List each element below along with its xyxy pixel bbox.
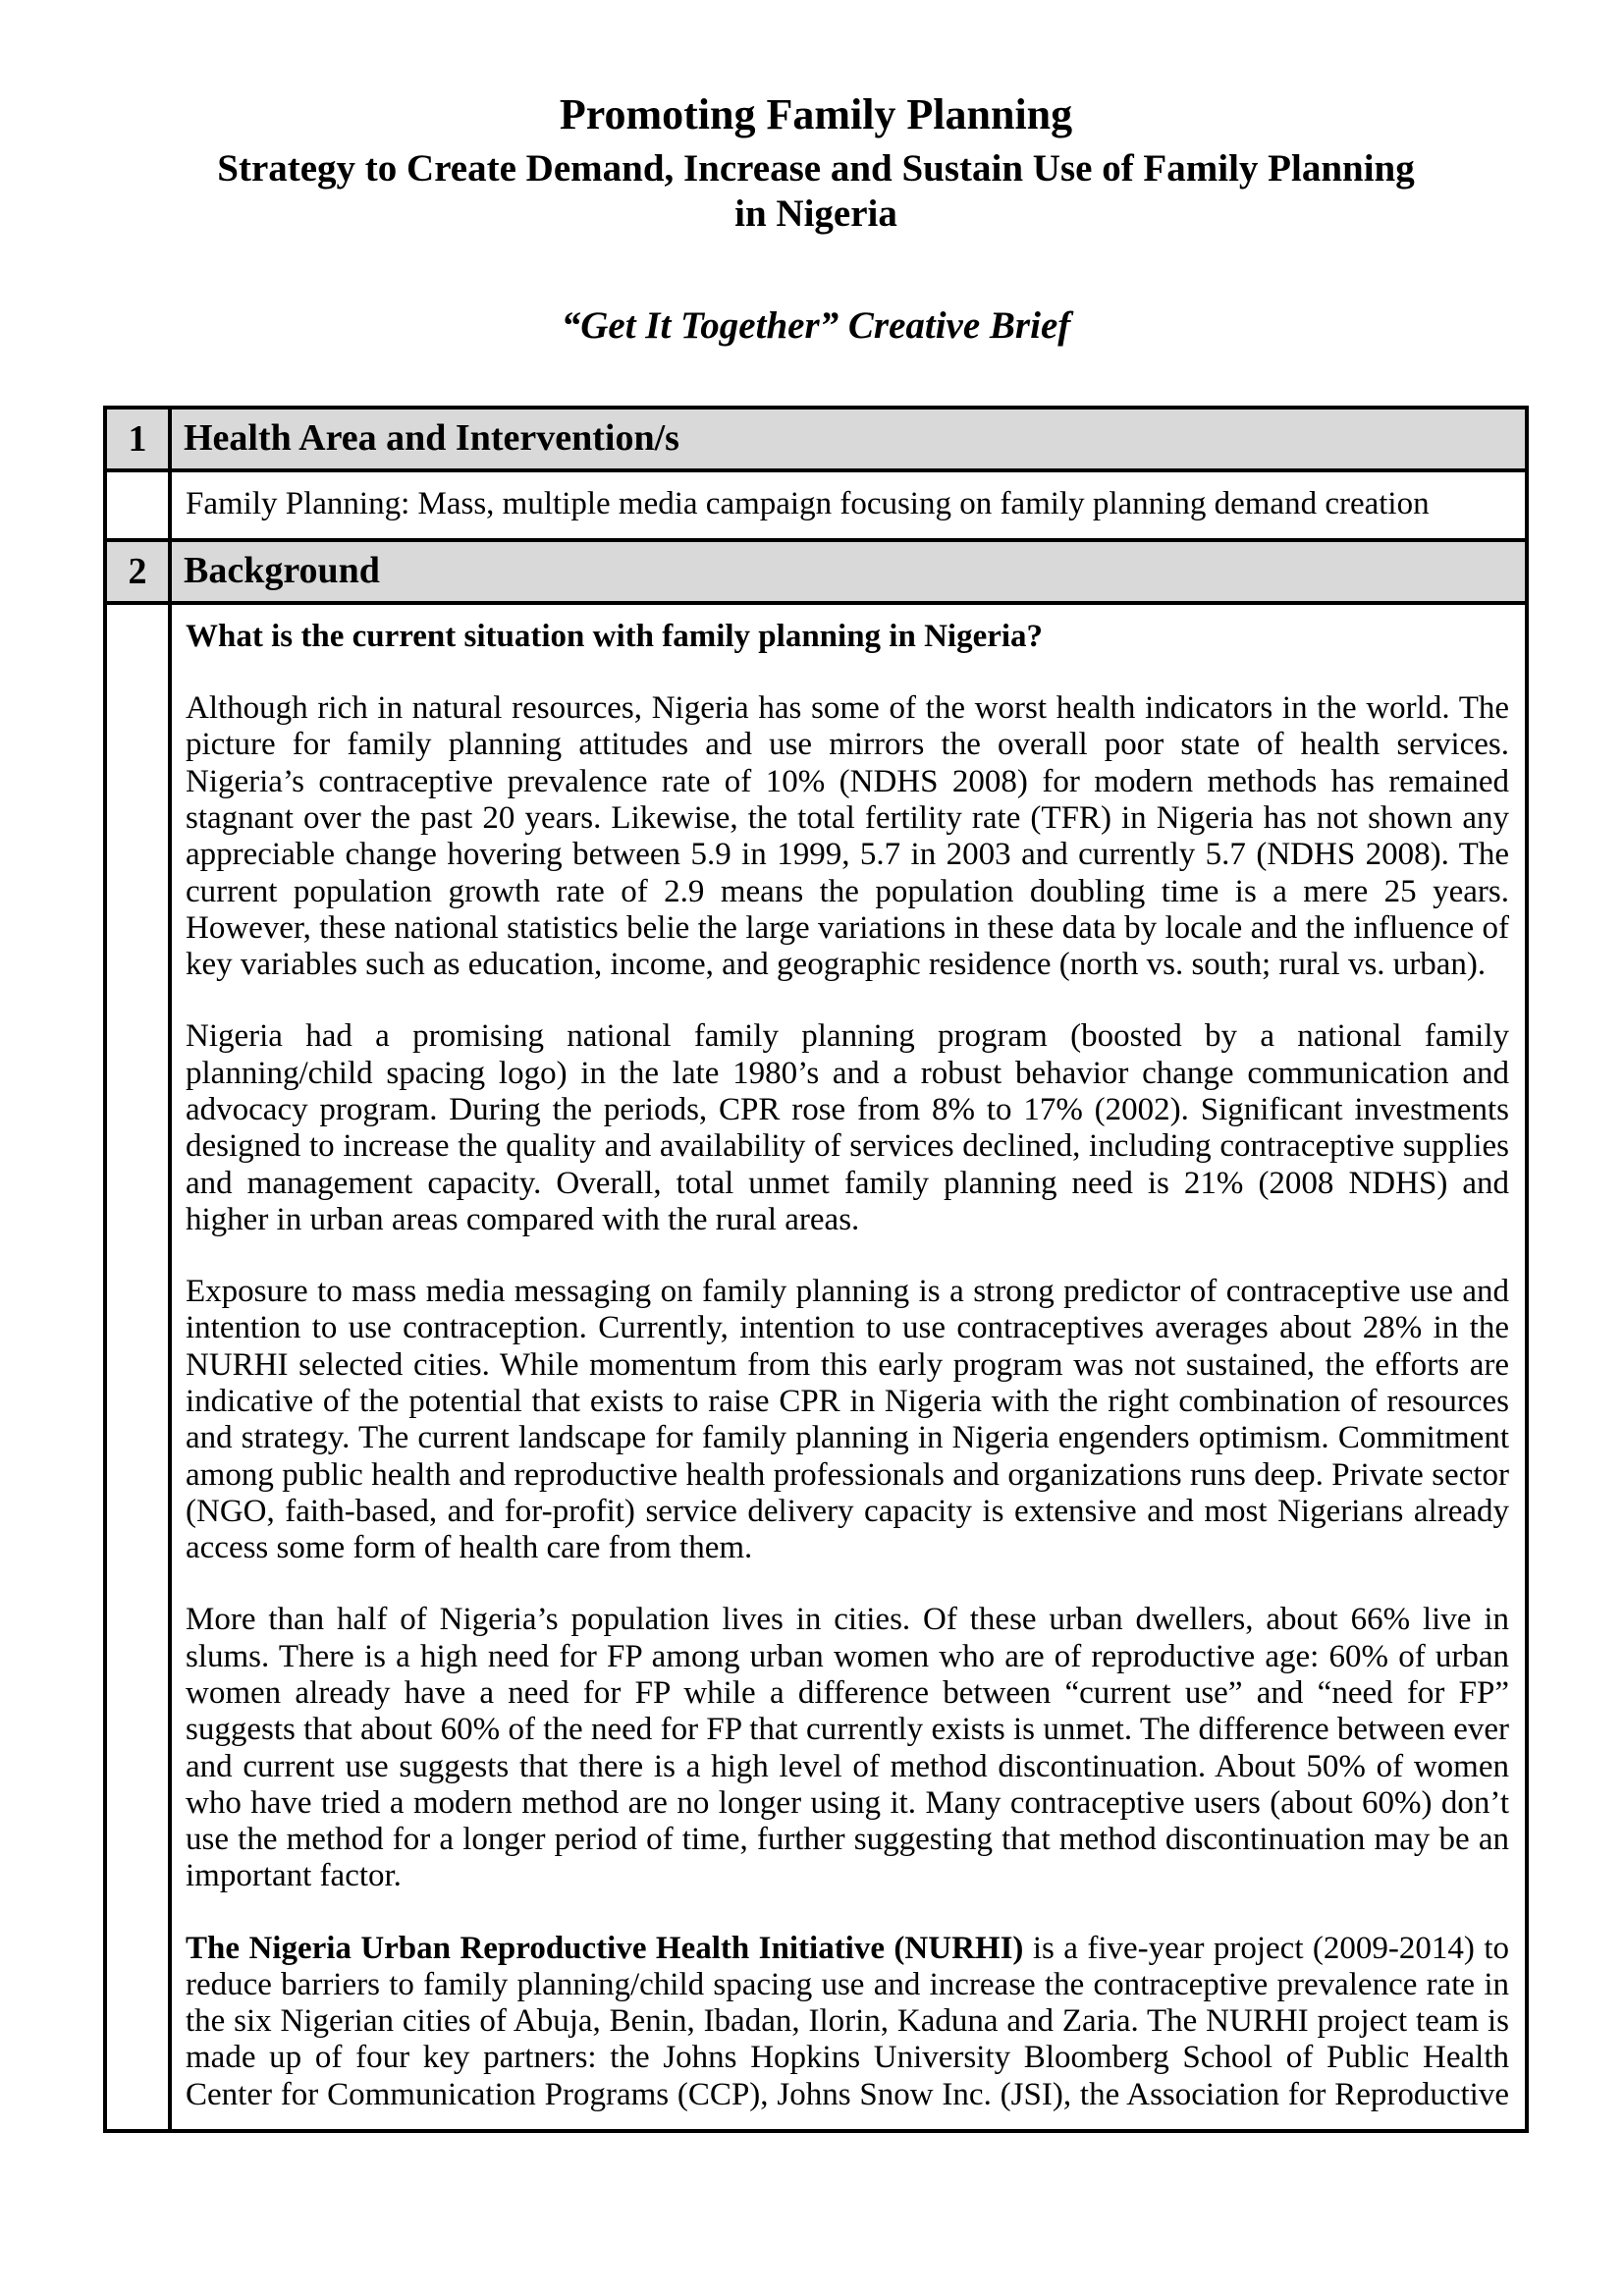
brief-title: “Get It Together” Creative Brief — [561, 303, 1071, 347]
section-2-number: 2 — [105, 540, 170, 603]
section-1-empty-number-cell — [105, 470, 170, 540]
background-paragraph-urban-need: More than half of Nigeria’s population lives in cities. Of these urban dwellers, about 66% live in slums. There is a high need for FP among urban women who are of reproductive age: 60% of urban women already have a need for FP while a difference between “current use” and “need for FP” suggests that about 60% of the need for FP that currently exists is unmet. The difference between ever and current use suggests that there is a high level of method discontinuation. About 50% of women who have tried a modern method are no longer using it. Many contraceptive users (about 60%) don’t use the method for a longer period of time, further suggesting that method discontinuation may be an important factor. — [186, 1602, 1509, 1894]
section-1-content-row — [105, 470, 1527, 540]
document-subtitle-line2: in Nigeria — [734, 191, 897, 235]
section-2-header-row — [105, 540, 1527, 603]
nurhi-text: is a five-year project (2009-2014) to reduce barriers to family planning/child spacing use and increase the contraceptive prevalence rate in the six Nigerian cities of Abuja, Benin, Ibadan, Ilorin, Kaduna and Zaria. The NURHI project team is made up of four key partners: the Johns Hopkins University Bloomberg School of Public Health Center for Communication Programs (CCP), Johns Snow Inc. (JSI), the Association for Reproductive — [186, 1930, 1509, 2112]
background-paragraph-nurhi — [186, 1931, 1509, 2113]
section-2-empty-number-cell — [105, 603, 170, 2131]
background-paragraph-indicators: Although rich in natural resources, Nigeria has some of the worst health indicators in the world. The picture for family planning attitudes and use mirrors the overall poor state of health services. Nigeria’s contraceptive prevalence rate of 10% (NDHS 2008) for modern methods has remained stagnant over the past 20 years. Likewise, the total fertility rate (TFR) in Nigeria has not shown any appreciable change hovering between 5.9 in 1999, 5.7 in 2003 and currently 5.7 (NDHS 2008). The current population growth rate of 2.9 means the population doubling time is a mere 25 years. However, these national statistics belie the large variations in these data by locale and the influence of key variables such as education, income, and geographic residence (north vs. south; rural vs. urban). — [186, 690, 1509, 983]
document-title: Promoting Family Planning — [559, 90, 1073, 138]
creative-brief-table — [103, 406, 1529, 2133]
section-1-header-row — [105, 408, 1527, 470]
health-area-paragraph: Family Planning: Mass, multiple media campaign focusing on family planning demand creation — [186, 485, 1430, 521]
section-2-content-row — [105, 603, 1527, 2131]
section-1-number: 1 — [105, 408, 170, 470]
document-subtitle-line1: Strategy to Create Demand, Increase and Sustain Use of Family Planning — [217, 146, 1415, 190]
section-1-heading: Health Area and Intervention/s — [170, 408, 1527, 470]
background-question: What is the current situation with family planning in Nigeria? — [186, 618, 1044, 654]
document-subtitle — [103, 146, 1529, 237]
section-2-heading: Background — [170, 540, 1527, 603]
background-paragraph-program-history: Nigeria had a promising national family planning program (boosted by a national family planning/child spacing logo) in the late 1980’s and a robust behavior change communication and advocacy program. During the periods, CPR rose from 8% to 17% (2002). Significant investments designed to increase the quality and availability of services declined, including contraceptive supplies and management capacity. Overall, total unmet family planning need is 21% (2008 NDHS) and higher in urban areas compared with the rural areas. — [186, 1018, 1509, 1237]
section-1-content-cell — [170, 470, 1527, 540]
nurhi-bold-lead: The Nigeria Urban Reproductive Health Initiative (NURHI) — [186, 1930, 1024, 1966]
section-2-content-cell — [170, 603, 1527, 2131]
background-paragraph-mass-media: Exposure to mass media messaging on family planning is a strong predictor of contraceptive use and intention to use contraception. Currently, intention to use contraceptives averages about 28% in the NURHI selected cities. While momentum from this early program was not sustained, the efforts are indicative of the potential that exists to raise CPR in Nigeria with the right combination of resources and strategy. The current landscape for family planning in Nigeria engenders optimism. Commitment among public health and reproductive health professionals and organizations runs deep. Private sector (NGO, faith-based, and for-profit) service delivery capacity is extensive and most Nigerians already access some form of health care from them. — [186, 1274, 1509, 1566]
